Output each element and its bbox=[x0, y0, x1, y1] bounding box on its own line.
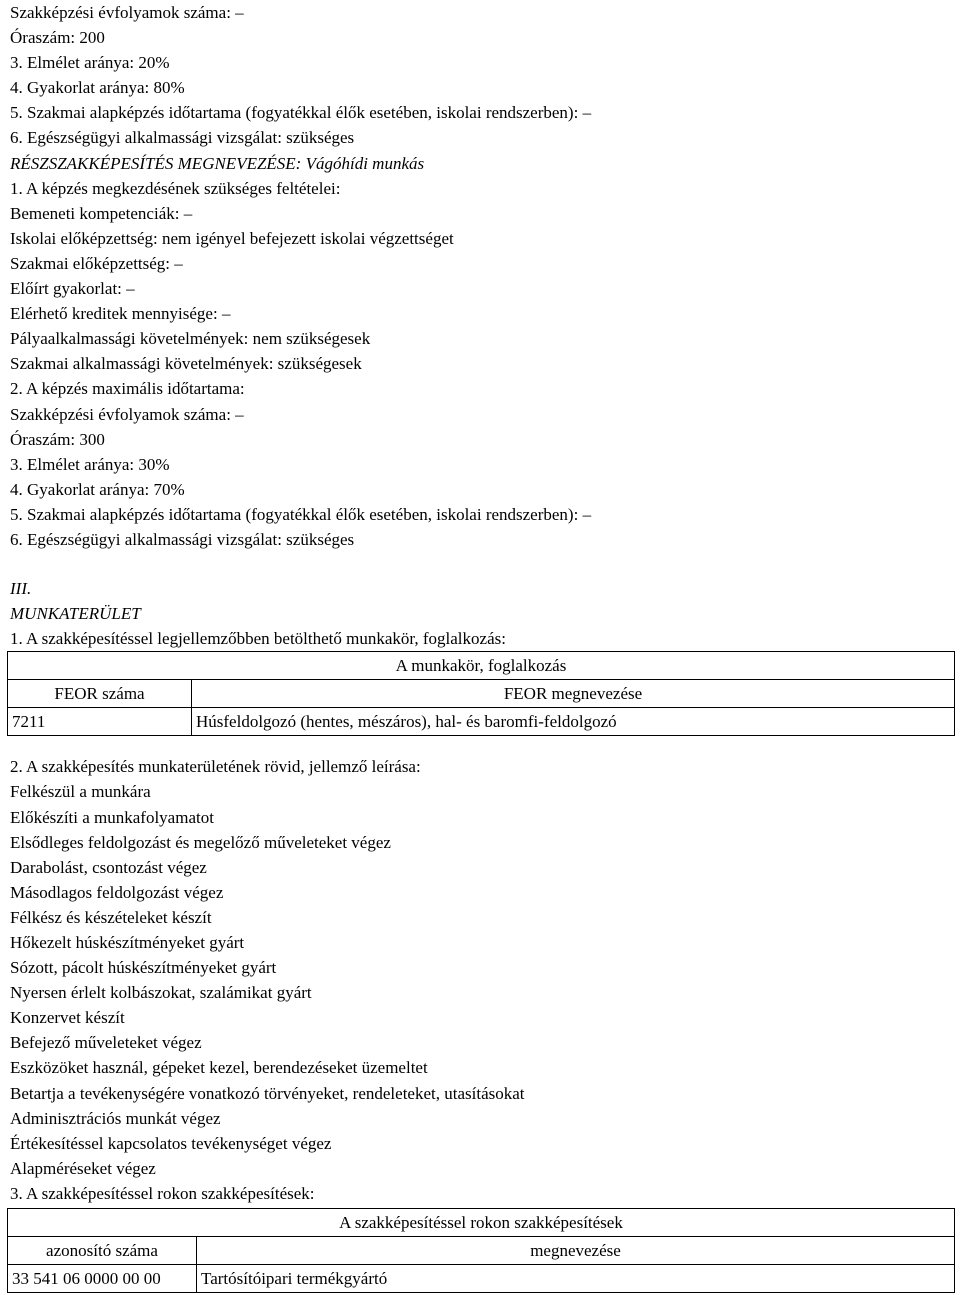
section-title: MUNKATERÜLET bbox=[10, 604, 141, 624]
occupation-table bbox=[7, 651, 955, 736]
question-3: 3. A szakképesítéssel rokon szakképesítések: bbox=[10, 1183, 315, 1203]
list-item: Adminisztrációs munkát végez bbox=[10, 1108, 221, 1128]
feor-name-cell: Húsfeldolgozó (hentes, mészáros), hal- és baromfi-feldolgozó bbox=[192, 708, 955, 736]
feor-code-cell: 7211 bbox=[8, 708, 192, 736]
list-item: Másodlagos feldolgozást végez bbox=[10, 882, 224, 902]
qualification-id-cell: 33 541 06 0000 00 00 bbox=[8, 1265, 197, 1293]
table-header-row bbox=[8, 1209, 955, 1237]
list-item: Konzervet készít bbox=[10, 1008, 125, 1028]
list-item: Eszközöket használ, gépeket kezel, berendezéseket üzemeltet bbox=[10, 1058, 428, 1078]
text-line: 3. Elmélet aránya: 20% bbox=[10, 53, 170, 73]
list-item: Sózott, pácolt húskészítményeket gyárt bbox=[10, 958, 277, 978]
text-line: 4. Gyakorlat aránya: 80% bbox=[10, 78, 185, 98]
text-line: 1. A képzés megkezdésének szükséges feltételei: bbox=[10, 178, 341, 198]
column-header-feor-code: FEOR száma bbox=[8, 680, 192, 708]
text-line: Előírt gyakorlat: – bbox=[10, 279, 135, 299]
table-header: A munkakör, foglalkozás bbox=[8, 652, 955, 680]
text-line: 5. Szakmai alapképzés időtartama (fogyatékkal élők esetében, iskolai rendszerben): – bbox=[10, 103, 592, 123]
spacer bbox=[10, 552, 956, 576]
text-line: Iskolai előképzettség: nem igényel befejezett iskolai végzettséget bbox=[10, 228, 454, 248]
block-1 bbox=[10, 0, 956, 151]
text-line: Szakmai alkalmassági követelmények: szükségesek bbox=[10, 354, 362, 374]
column-header-name: megnevezése bbox=[197, 1237, 955, 1265]
table-column-row bbox=[8, 1237, 955, 1265]
text-line: Óraszám: 300 bbox=[10, 429, 105, 449]
list-item: Félkész és készételeket készít bbox=[10, 907, 212, 927]
task-list bbox=[10, 779, 956, 1181]
related-qualifications-table bbox=[7, 1208, 955, 1293]
document-page bbox=[10, 0, 956, 1293]
text-line: 5. Szakmai alapképzés időtartama (fogyatékkal élők esetében, iskolai rendszerben): – bbox=[10, 504, 592, 524]
list-item: Felkészül a munkára bbox=[10, 782, 151, 802]
block-2 bbox=[10, 176, 956, 552]
table-header: A szakképesítéssel rokon szakképesítések bbox=[8, 1209, 955, 1237]
list-item: Befejező műveleteket végez bbox=[10, 1033, 202, 1053]
question-1: 1. A szakképesítéssel legjellemzőbben betölthető munkakör, foglalkozás: bbox=[10, 629, 506, 649]
text-line: 3. Elmélet aránya: 30% bbox=[10, 454, 170, 474]
text-line: Pályaalkalmassági követelmények: nem szükségesek bbox=[10, 329, 371, 349]
list-item: Darabolást, csontozást végez bbox=[10, 857, 207, 877]
text-line: Elérhető kreditek mennyisége: – bbox=[10, 304, 231, 324]
list-item: Nyersen érlelt kolbászokat, szalámikat gyárt bbox=[10, 983, 312, 1003]
text-line: Szakképzési évfolyamok száma: – bbox=[10, 3, 244, 22]
text-line: Szakképzési évfolyamok száma: – bbox=[10, 404, 244, 424]
text-line: Szakmai előképzettség: – bbox=[10, 253, 183, 273]
text-line: 2. A képzés maximális időtartama: bbox=[10, 379, 245, 399]
section-number: III. bbox=[10, 579, 32, 599]
text-line: 6. Egészségügyi alkalmassági vizsgálat: szükséges bbox=[10, 529, 355, 549]
text-line: 6. Egészségügyi alkalmassági vizsgálat: szükséges bbox=[10, 128, 355, 148]
table-column-row bbox=[8, 680, 955, 708]
text-line: Óraszám: 200 bbox=[10, 28, 105, 48]
column-header-feor-name: FEOR megnevezése bbox=[192, 680, 955, 708]
list-item: Elsődleges feldolgozást és megelőző műveleteket végez bbox=[10, 832, 391, 852]
question-2: 2. A szakképesítés munkaterületének rövid, jellemző leírása: bbox=[10, 757, 421, 777]
table-header-row bbox=[8, 652, 955, 680]
list-item: Hőkezelt húskészítményeket gyárt bbox=[10, 933, 245, 952]
text-line: Bemeneti kompetenciák: – bbox=[10, 203, 193, 223]
text-line: 4. Gyakorlat aránya: 70% bbox=[10, 479, 185, 499]
spacer bbox=[10, 736, 956, 754]
list-item: Előkészíti a munkafolyamatot bbox=[10, 807, 214, 827]
list-item: Betartja a tevékenységére vonatkozó törvényeket, rendeleteket, utasításokat bbox=[10, 1083, 525, 1103]
list-item: Alapméréseket végez bbox=[10, 1158, 156, 1178]
table-row bbox=[8, 708, 955, 736]
subqualification-title: RÉSZSZAKKÉPESÍTÉS MEGNEVEZÉSE: Vágóhídi munkás bbox=[10, 153, 425, 173]
column-header-id: azonosító száma bbox=[8, 1237, 197, 1265]
table-row bbox=[8, 1265, 955, 1293]
list-item: Értékesítéssel kapcsolatos tevékenységet végez bbox=[10, 1133, 332, 1153]
qualification-name-cell: Tartósítóipari termékgyártó bbox=[197, 1265, 955, 1293]
